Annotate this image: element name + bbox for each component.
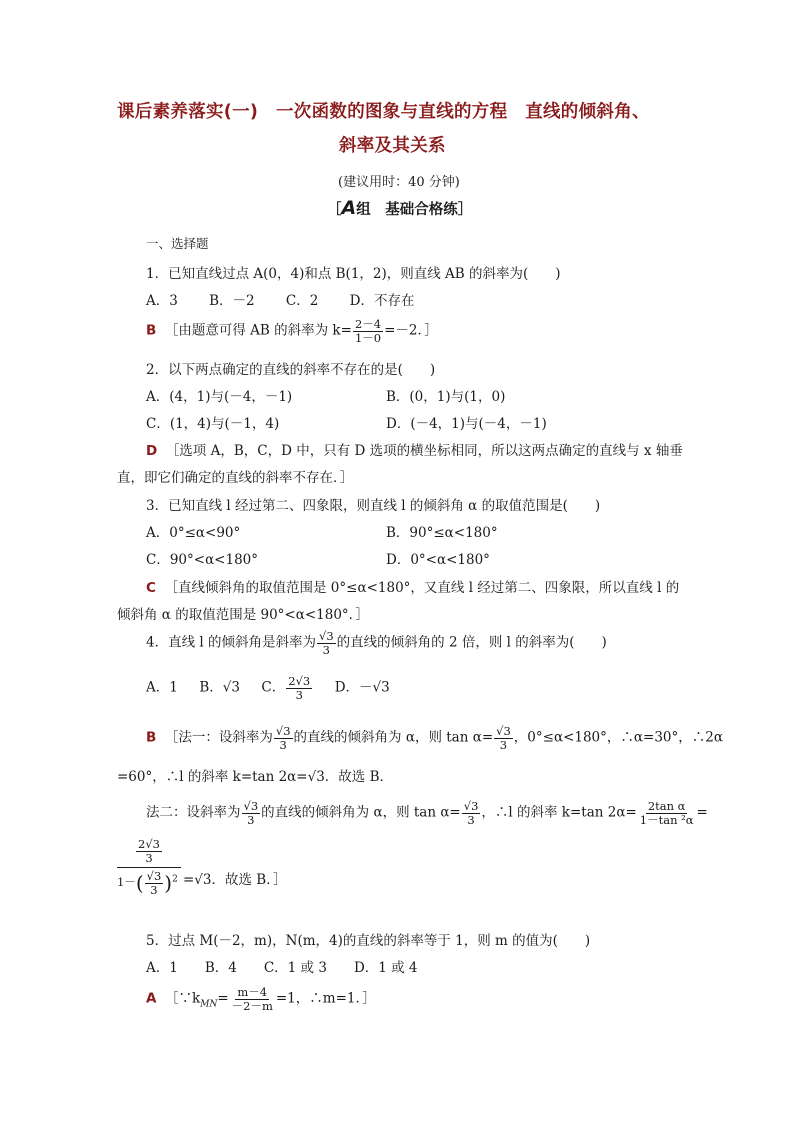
question-2-answer-line1: [146, 439, 683, 459]
question-4-options: [146, 675, 390, 701]
group-bracket-close: ］: [457, 202, 473, 218]
fraction-denominator: 3: [150, 882, 158, 897]
question-3-option-c: C．90°<α<180°: [146, 552, 259, 568]
answer-subscript: MN: [200, 999, 218, 1010]
left-paren: (: [135, 871, 144, 896]
answer-text-pre: ［∵k: [165, 990, 201, 1007]
answer-text-b: 的直线的倾斜角为 α，则 tan α=: [293, 729, 494, 746]
fraction-numerator: √3: [496, 724, 511, 738]
answer-text-c: ，∴l 的斜率 k=tan 2α=: [481, 804, 637, 821]
answer-fraction: [353, 318, 383, 344]
answer-fraction-1: [274, 725, 293, 751]
answer-fraction-2: [494, 725, 513, 751]
answer-text-pre: ［由题意可得 AB 的斜率为 k=: [164, 322, 352, 339]
answer-text-b: 的直线的倾斜角为 α，则 tan α=: [261, 804, 461, 821]
numerator-fraction: [136, 838, 162, 864]
question-1-options: A．3 B．－2 C．2 D．不存在: [146, 293, 415, 309]
option-d: D．－√3: [334, 679, 390, 696]
answer-fraction-2: [462, 800, 481, 826]
question-2-option-c: C．(1，4)与(－1，4): [146, 416, 280, 432]
question-text-post: 的直线的倾斜角的 2 倍，则 l 的斜率为( ): [336, 634, 607, 651]
question-4-text: [146, 630, 607, 656]
question-3-option-d: D．0°<α<180°: [386, 552, 490, 568]
question-2-answer-line2: 直，即它们确定的直线的斜率不存在．］: [117, 470, 354, 486]
fraction-numerator: m－4: [237, 985, 268, 999]
option-b: B．√3: [199, 679, 240, 696]
answer-fraction-3: [638, 800, 696, 826]
question-5-text: 5．过点 M(－2，m)，N(m，4)的直线的斜率等于 1，则 m 的值为( ): [146, 933, 591, 949]
page-title-line1: 课后素养落实(一) 一次函数的图象与直线的方程 直线的倾斜角、: [117, 102, 650, 122]
group-bracket-open: ［: [327, 202, 342, 218]
suggested-time-note: (建议用时：40 分钟): [338, 175, 460, 190]
fraction-numerator: √3: [146, 869, 162, 884]
question-3-answer-line1: [146, 576, 679, 596]
answer-text-post: =1，∴m=1．］: [275, 990, 376, 1007]
question-2-option-d: D．(－4，1)与(－4，－1): [386, 416, 547, 432]
question-4-answer-conclusion: =√3．故选 B．］: [183, 872, 287, 888]
fraction-denominator: 3: [467, 812, 475, 827]
answer-fraction: [230, 986, 275, 1012]
answer-letter: B: [146, 729, 157, 746]
group-label: 组 基础合格练: [356, 202, 458, 218]
question-5-answer: [146, 986, 376, 1012]
question-1-text: 1．已知直线过点 A(0，4)和点 B(1，2)，则直线 AB 的斜率为( ): [146, 266, 561, 282]
group-header: [327, 197, 472, 219]
denominator-prefix: 1－: [117, 875, 136, 890]
question-2-option-b: B．(0，1)与(1，0): [386, 389, 506, 405]
question-2-text: 2．以下两点确定的直线的斜率不存在的是( ): [146, 362, 436, 378]
fraction-denominator: 3: [145, 850, 153, 865]
answer-equals: =: [696, 804, 708, 821]
question-4-answer-line2: =60°，∴l 的斜率 k=tan 2α=√3．故选 B．: [117, 769, 394, 785]
fraction-numerator: 2√3: [288, 674, 311, 688]
fraction-denominator: －2－m: [231, 998, 273, 1013]
fraction-numerator: 2－4: [354, 317, 382, 331]
answer-text-post: =－2．］: [384, 322, 438, 339]
compound-denominator: [117, 870, 181, 896]
question-3-answer-line2: 倾斜角 α 的取值范围是 90°<α<180°．］: [117, 607, 369, 623]
exponent: 2: [172, 874, 178, 885]
answer-equals: =: [217, 990, 229, 1007]
fraction-denominator: 3: [322, 642, 330, 657]
fraction-denominator: 3: [279, 737, 287, 752]
answer-letter: B: [146, 322, 157, 339]
answer-text-c: ，0°≤α<180°，∴α=30°，∴2α: [513, 729, 723, 746]
fraction-numerator: √3: [463, 799, 479, 813]
option-a: A．1: [146, 679, 178, 696]
page-title-line2: 斜率及其关系: [339, 136, 446, 156]
answer-text-a: ［法一：设斜率为: [164, 729, 273, 746]
compound-fraction: [117, 838, 181, 897]
question-3-option-b: B．90°≤α<180°: [386, 525, 498, 541]
fraction-numerator: 2tan α: [647, 799, 686, 813]
section-heading: 一、选择题: [146, 236, 209, 251]
fraction-numerator: 2√3: [138, 837, 160, 851]
right-paren: ): [164, 871, 173, 896]
question-3-option-a: A．0°≤α<90°: [146, 525, 241, 541]
fraction-numerator: √3: [275, 724, 291, 738]
main-fraction-bar: [117, 867, 181, 868]
fraction-denominator: 3: [499, 737, 508, 752]
fraction-numerator: √3: [243, 799, 259, 813]
question-2-option-a: A．(4，1)与(－4，－1): [146, 389, 293, 405]
question-1-answer: [146, 318, 438, 344]
question-4-answer-line1: [146, 725, 723, 751]
option-c-label: C．: [261, 679, 286, 696]
fraction-denominator: 3: [295, 687, 303, 702]
question-5-options: A．1 B．4 C．1 或 3 D．1 或 4: [146, 960, 418, 976]
question-text-pre: 4．直线 l 的倾斜角是斜率为: [146, 634, 316, 651]
question-3-text: 3．已知直线 l 经过第二、四象限，则直线 l 的倾斜角 α 的取值范围是( ): [146, 498, 601, 514]
answer-fraction-1: [242, 800, 261, 826]
fraction-denominator: 3: [247, 812, 255, 827]
compound-numerator: [117, 838, 181, 864]
answer-text: ［直线倾斜角的取值范围是 0°≤α<180°，又直线 l 经过第二、四象限，所以直线 l 的: [164, 580, 680, 596]
fraction-denominator: 1－0: [354, 330, 382, 345]
answer-text-a: 法二：设斜率为: [146, 804, 241, 821]
fraction-numerator: √3: [319, 629, 334, 643]
answer-letter: A: [146, 990, 157, 1007]
denominator-fraction: [145, 870, 164, 896]
fraction-denominator: 1－tan ²α: [639, 812, 694, 827]
question-4-method2-line1: [146, 800, 708, 826]
answer-letter: D: [146, 443, 158, 459]
question-fraction: [317, 630, 336, 656]
group-letter: A: [341, 197, 357, 219]
option-c-fraction: [286, 675, 312, 701]
answer-letter: C: [146, 580, 156, 596]
answer-text: ［选项 A，B，C，D 中，只有 D 选项的横坐标相同，所以这两点确定的直线与 x 轴垂: [165, 443, 683, 459]
